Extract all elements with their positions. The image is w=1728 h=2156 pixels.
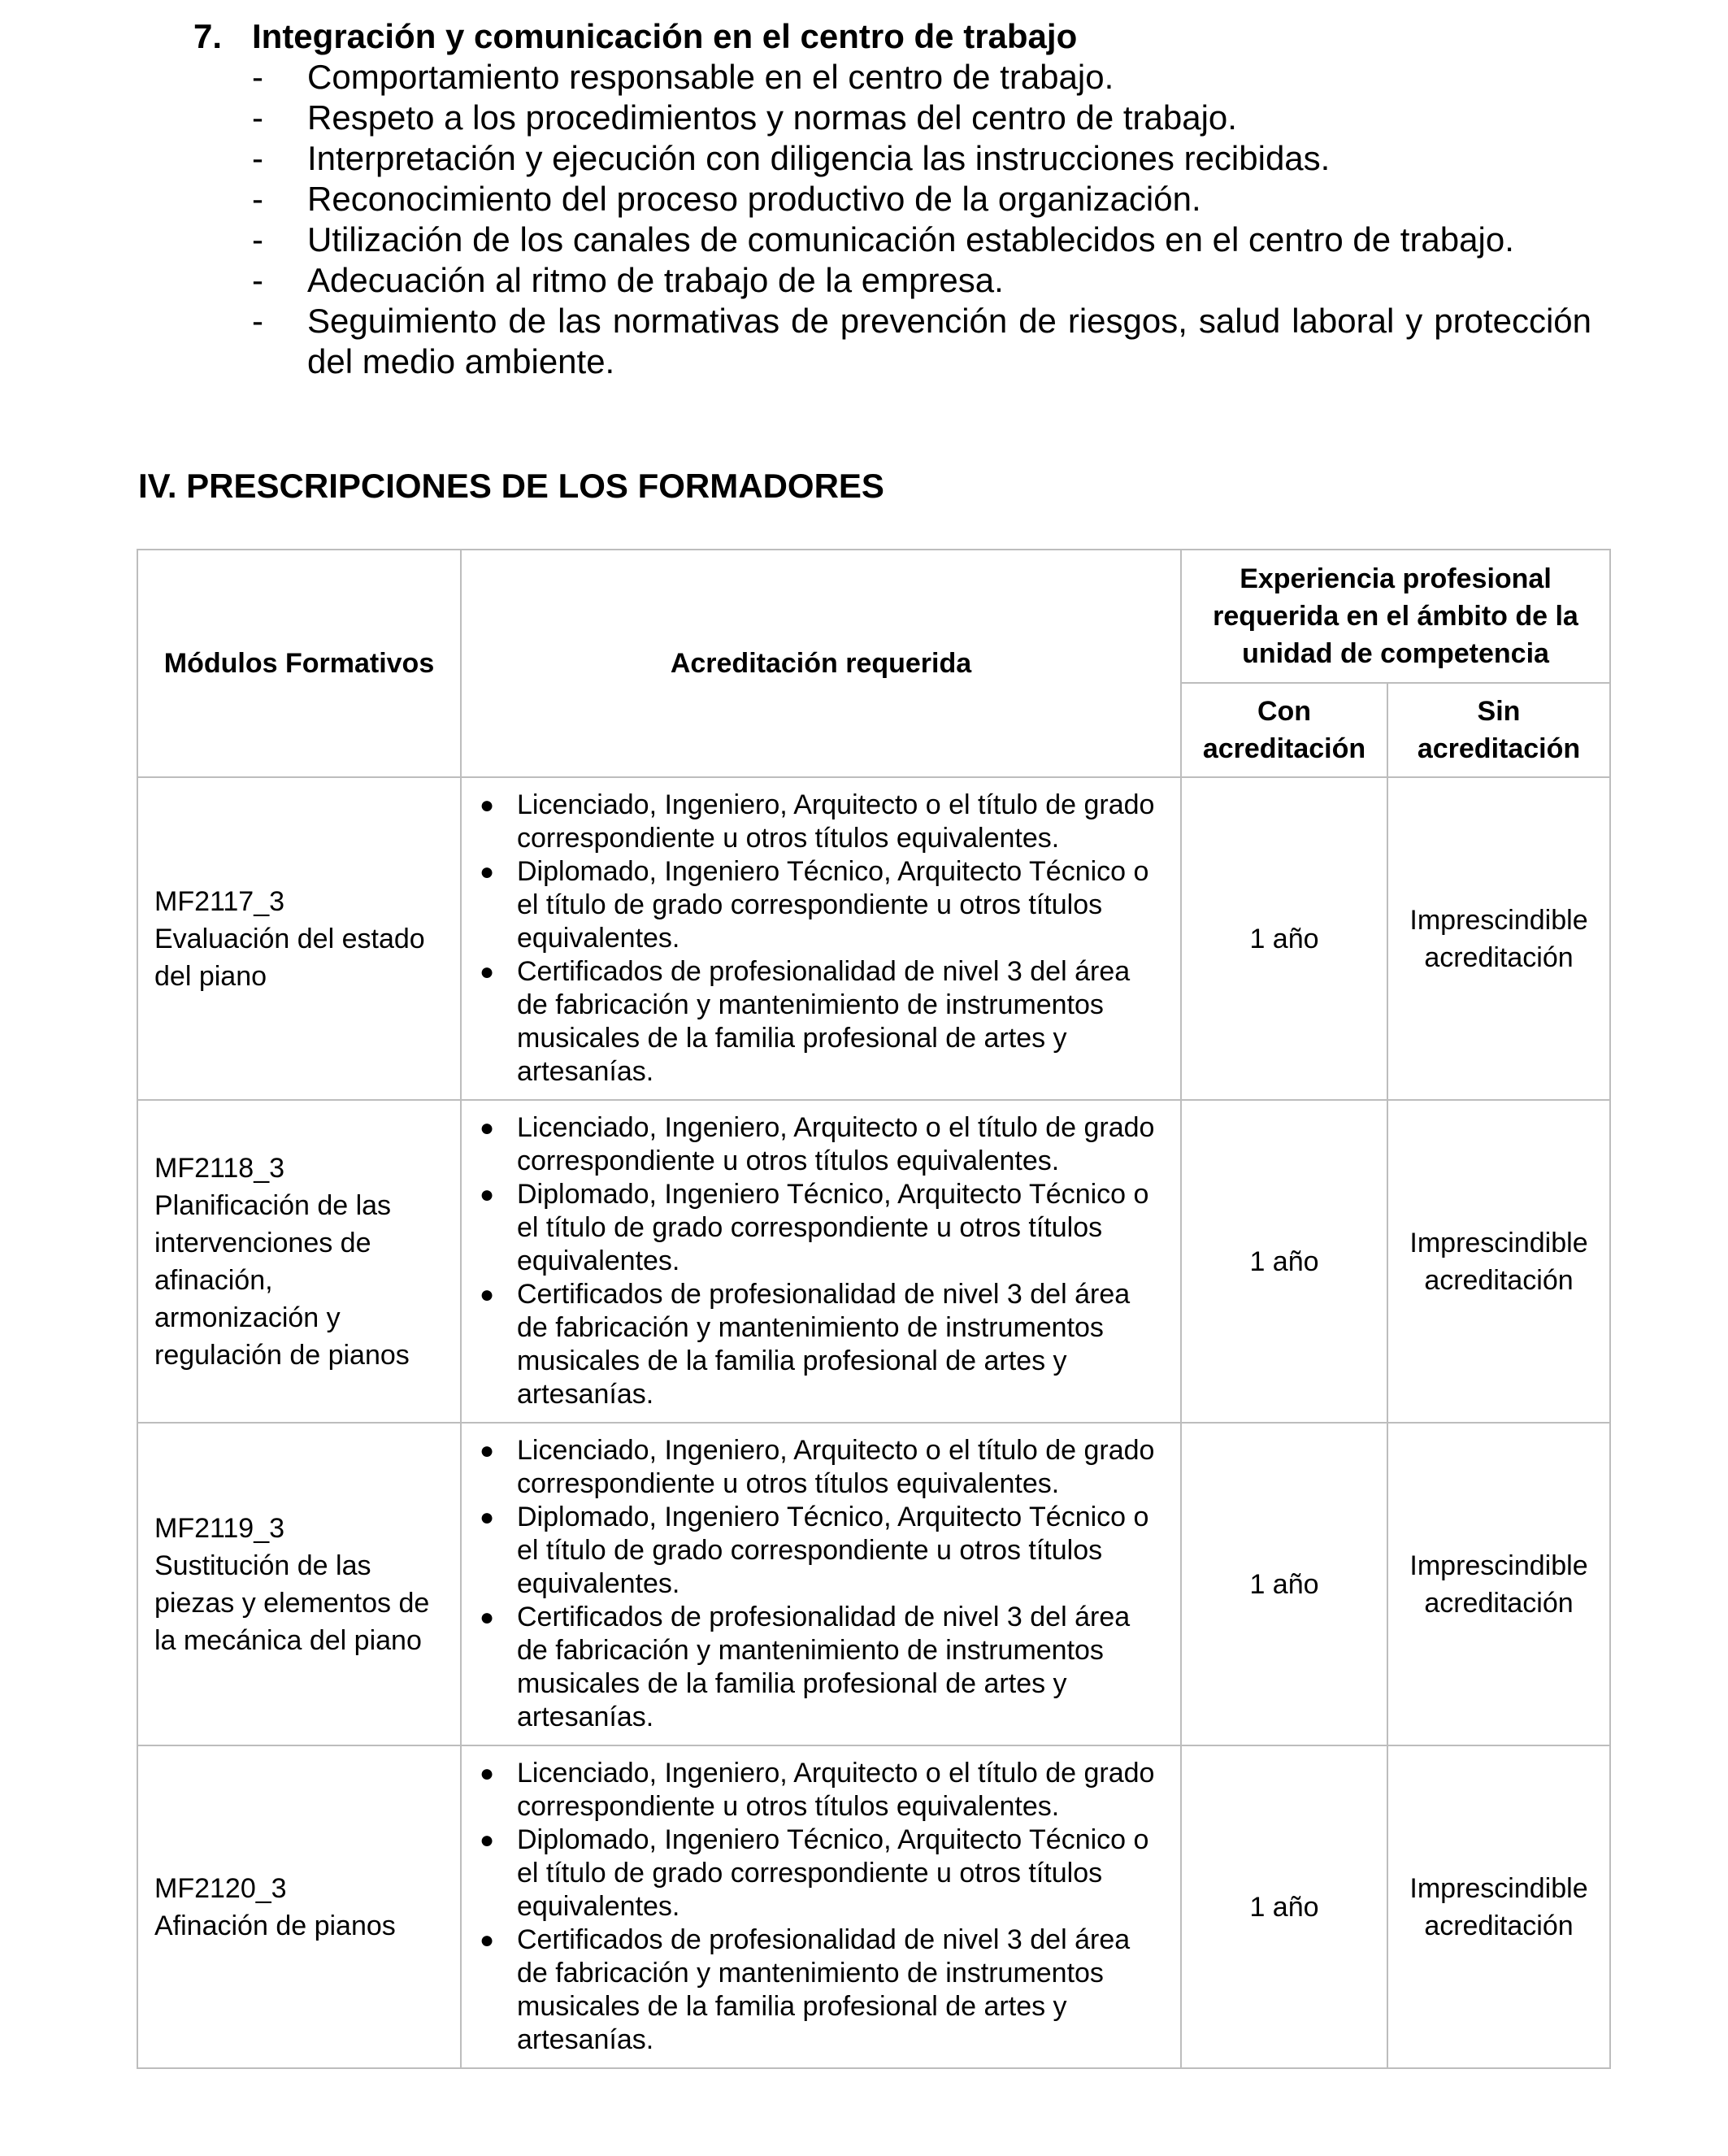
table-row — [137, 1745, 1610, 2068]
list-item: ● Diplomado, Ingeniero Técnico, Arquitecto Técnico o el título de grado correspondiente u otros títulos equivalentes. — [480, 1502, 1149, 1599]
module-cell — [137, 1100, 461, 1423]
list-item: ● Diplomado, Ingeniero Técnico, Arquitecto Técnico o el título de grado correspondiente u otros títulos equivalentes. — [480, 1179, 1149, 1276]
table-row — [137, 1423, 1610, 1745]
list-item: - Utilización de los canales de comunicación establecidos en el centro de trabajo. — [252, 220, 1514, 259]
list-item: - Interpretación y ejecución con diligencia las instrucciones recibidas. — [252, 139, 1331, 177]
module-name: Planificación de las intervenciones de afinación, armonización y regulación de pianos — [154, 1189, 410, 1371]
module-cell — [137, 1745, 461, 2068]
list-item: - Comportamiento responsable en el centro de trabajo. — [252, 58, 1114, 96]
list-item: - Adecuación al ritmo de trabajo de la empresa. — [252, 261, 1004, 299]
requirements-cell — [461, 1745, 1181, 2068]
module-code: MF2120_3 — [154, 1872, 287, 1904]
section-7 — [193, 16, 1591, 382]
section-7-heading — [193, 16, 1591, 57]
list-item: ● Certificados de profesionalidad de nivel 3 del área de fabricación y mantenimiento de instrumentos musicales de la familia profesional de artes y artesanías. — [480, 956, 1131, 1087]
trainers-table — [137, 549, 1611, 2069]
with-accreditation-value: 1 año — [1181, 1100, 1387, 1423]
module-code: MF2117_3 — [154, 885, 285, 917]
table-row — [137, 777, 1610, 1100]
requirements-cell — [461, 777, 1181, 1100]
header-without-accreditation: Sin acreditación — [1387, 683, 1610, 777]
module-code: MF2119_3 — [154, 1512, 285, 1544]
without-accreditation-value: Imprescindible acreditación — [1387, 1745, 1610, 2068]
module-name: Sustitución de las piezas y elementos de la mecánica del piano — [154, 1550, 430, 1656]
list-item: ● Diplomado, Ingeniero Técnico, Arquitecto Técnico o el título de grado correspondiente u otros títulos equivalentes. — [480, 856, 1149, 954]
list-item: ● Licenciado, Ingeniero, Arquitecto o el título de grado correspondiente u otros títulos equivalentes. — [480, 789, 1155, 854]
list-item: - Seguimiento de las normativas de prevención de riesgos, salud laboral y protección del medio ambiente. — [252, 302, 1591, 380]
list-item: ● Certificados de profesionalidad de nivel 3 del área de fabricación y mantenimiento de instrumentos musicales de la familia profesional de artes y artesanías. — [480, 1602, 1131, 1732]
list-item: ● Diplomado, Ingeniero Técnico, Arquitecto Técnico o el título de grado correspondiente u otros títulos equivalentes. — [480, 1824, 1149, 1922]
list-item: ● Licenciado, Ingeniero, Arquitecto o el título de grado correspondiente u otros títulos equivalentes. — [480, 1112, 1155, 1176]
module-name: Evaluación del estado del piano — [154, 923, 425, 992]
header-with-accreditation: Con acreditación — [1181, 683, 1387, 777]
requirements-cell — [461, 1100, 1181, 1423]
header-accreditation: Acreditación requerida — [461, 550, 1181, 777]
with-accreditation-value: 1 año — [1181, 1423, 1387, 1745]
without-accreditation-value: Imprescindible acreditación — [1387, 1100, 1610, 1423]
list-item: ● Licenciado, Ingeniero, Arquitecto o el título de grado correspondiente u otros títulos equivalentes. — [480, 1435, 1155, 1499]
with-accreditation-value: 1 año — [1181, 777, 1387, 1100]
section-number: 7. — [193, 17, 223, 55]
without-accreditation-value: Imprescindible acreditación — [1387, 1423, 1610, 1745]
part-heading: IV. PRESCRIPCIONES DE LOS FORMADORES — [138, 467, 884, 505]
module-cell — [137, 1423, 461, 1745]
list-item: ● Certificados de profesionalidad de nivel 3 del área de fabricación y mantenimiento de instrumentos musicales de la familia profesional de artes y artesanías. — [480, 1924, 1131, 2055]
section-title: Integración y comunicación en el centro de trabajo — [252, 17, 1078, 55]
list-item: ● Certificados de profesionalidad de nivel 3 del área de fabricación y mantenimiento de instrumentos musicales de la familia profesional de artes y artesanías. — [480, 1279, 1131, 1410]
header-experience: Experiencia profesional requerida en el ámbito de la unidad de competencia — [1181, 550, 1610, 683]
module-code: MF2118_3 — [154, 1152, 285, 1184]
list-item: - Reconocimiento del proceso productivo de la organización. — [252, 180, 1201, 218]
module-name: Afinación de pianos — [154, 1910, 396, 1941]
header-modules: Módulos Formativos — [137, 550, 461, 777]
with-accreditation-value: 1 año — [1181, 1745, 1387, 2068]
requirements-cell — [461, 1423, 1181, 1745]
list-item: - Respeto a los procedimientos y normas del centro de trabajo. — [252, 98, 1237, 137]
list-item: ● Licenciado, Ingeniero, Arquitecto o el título de grado correspondiente u otros títulos equivalentes. — [480, 1758, 1155, 1822]
table-row — [137, 1100, 1610, 1423]
module-cell — [137, 777, 461, 1100]
without-accreditation-value: Imprescindible acreditación — [1387, 777, 1610, 1100]
dash-list — [193, 57, 1591, 382]
